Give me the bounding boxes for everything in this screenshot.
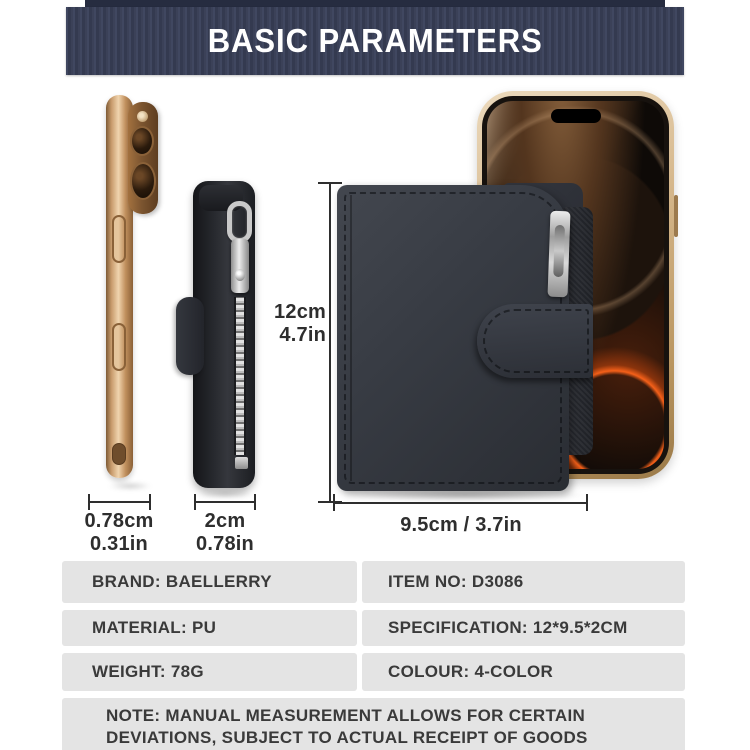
phone-thickness-in: 0.31in xyxy=(90,533,148,555)
zipper-end-stop xyxy=(235,457,248,469)
phone-thickness-cm: 0.78cm xyxy=(84,510,154,532)
note-line-1: NOTE: MANUAL MEASUREMENT ALLOWS FOR CERTAIN xyxy=(106,706,586,725)
phone-bottom-button xyxy=(112,443,126,465)
phone-camera-bump xyxy=(128,102,158,214)
height-dimension-line xyxy=(329,183,331,503)
camera-lens xyxy=(130,126,154,156)
wallet-thickness-cm: 2cm xyxy=(204,510,246,532)
zipper-teeth xyxy=(234,297,246,455)
note-line-2: DEVIATIONS, SUBJECT TO ACTUAL RECEIPT OF GOODS xyxy=(106,728,588,747)
phone-side-button xyxy=(674,195,678,237)
spec-cell-brand: BRAND: BAELLERRY xyxy=(62,561,357,603)
height-dimension-cap-top xyxy=(318,182,342,184)
zipper-slider xyxy=(231,239,249,293)
height-cm: 12cm xyxy=(274,301,326,323)
zipper-pull-loop xyxy=(227,201,252,243)
width-dimension-label: 9.5cm / 3.7in xyxy=(400,514,522,536)
width-dimension-tick-right xyxy=(586,494,588,511)
height-dimension-label xyxy=(256,301,326,347)
phone-thickness-line xyxy=(88,501,151,503)
wallet-thickness-label xyxy=(175,510,275,556)
phone-thickness-tick-left xyxy=(88,494,90,510)
phone-dynamic-island xyxy=(551,109,601,123)
phone-thickness-label xyxy=(69,510,169,556)
wallet-thickness-line xyxy=(194,501,256,503)
wallet-side-strap xyxy=(176,297,204,375)
spec-cell-colour: COLOUR: 4-COLOR xyxy=(362,653,685,691)
phone-volume-button xyxy=(112,215,126,263)
camera-lens xyxy=(130,162,156,200)
wallet-front-photo xyxy=(337,183,593,491)
phone-side-shadow xyxy=(108,482,152,490)
page-title: BASIC PARAMETERS xyxy=(207,22,543,59)
spec-cell-item-no: ITEM NO: D3086 xyxy=(362,561,685,603)
wallet-snap-strap xyxy=(477,304,593,378)
width-dimension-tick-left xyxy=(333,494,335,511)
phone-volume-button xyxy=(112,323,126,371)
wallet-thickness-tick-left xyxy=(194,494,196,510)
height-in: 4.7in xyxy=(279,324,326,346)
header-banner xyxy=(66,7,684,75)
spec-cell-material: MATERIAL: PU xyxy=(62,610,357,646)
measurement-note xyxy=(62,698,685,750)
camera-flash xyxy=(137,111,148,122)
wallet-zipper-pull xyxy=(548,211,571,298)
wallet-thickness-tick-right xyxy=(254,494,256,510)
wallet-side-shadow xyxy=(196,490,254,498)
phone-thickness-tick-right xyxy=(149,494,151,510)
spec-cell-specification: SPECIFICATION: 12*9.5*2CM xyxy=(362,610,685,646)
spec-cell-weight: WEIGHT: 78G xyxy=(62,653,357,691)
wallet-thickness-in: 0.78in xyxy=(196,533,254,555)
width-dimension-line xyxy=(333,502,588,504)
